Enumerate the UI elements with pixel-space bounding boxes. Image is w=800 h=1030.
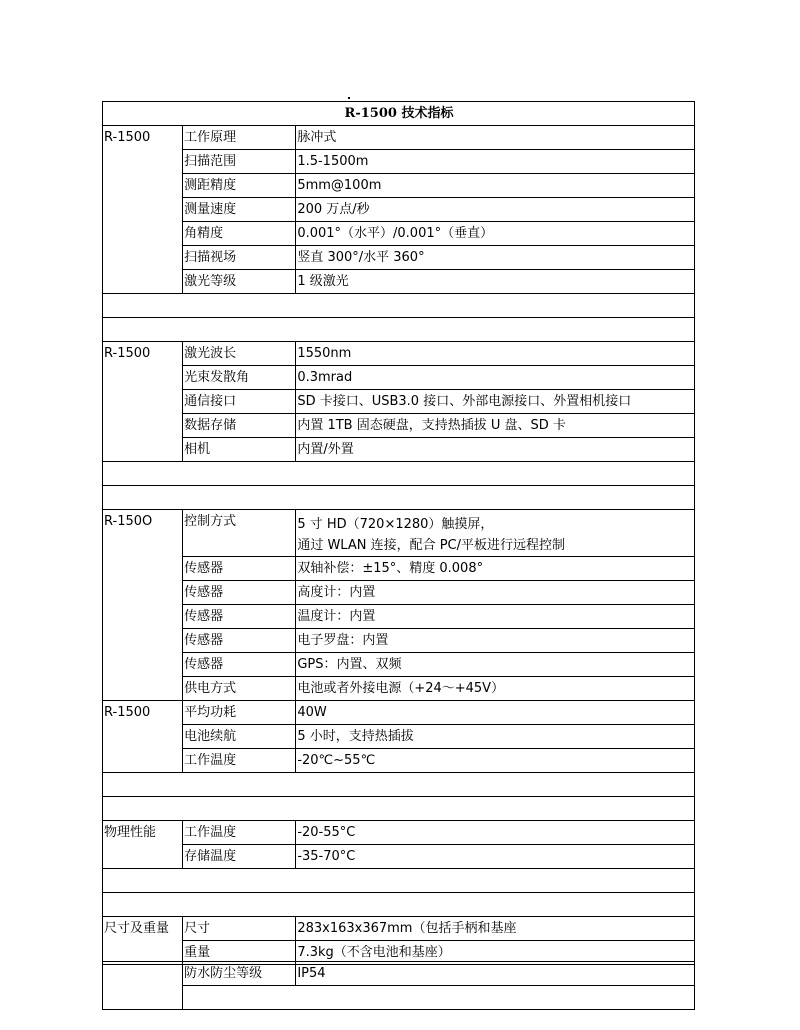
spec-name: 存储温度 — [183, 845, 296, 869]
empty-cell — [103, 462, 695, 486]
spec-name: 防水防尘等级 — [183, 962, 296, 986]
spec-name: 激光波长 — [183, 342, 296, 366]
spec-value: 200 万点/秒 — [296, 198, 695, 222]
spec-value: 双轴补偿：±15°、精度 0.008° — [296, 557, 695, 581]
spec-value: -20℃~55℃ — [296, 749, 695, 773]
empty-cell — [103, 773, 695, 797]
empty-row — [103, 294, 695, 318]
spec-table — [102, 101, 695, 965]
spec-value: 内置/外置 — [296, 438, 695, 462]
table-row — [103, 605, 695, 629]
table-row — [103, 629, 695, 653]
spec-name: 角精度 — [183, 222, 296, 246]
spec-value: 5mm@100m — [296, 174, 695, 198]
spec-name: 传感器 — [183, 629, 296, 653]
spec-name: 工作原理 — [183, 126, 296, 150]
empty-row — [103, 462, 695, 486]
empty-cell — [183, 986, 695, 1010]
spec-name: 通信接口 — [183, 390, 296, 414]
group-label: 物理性能 — [103, 821, 183, 869]
spec-name: 激光等级 — [183, 270, 296, 294]
spec-value: 5 小时，支持热插拔 — [296, 725, 695, 749]
spec-value: 7.3kg（不含电池和基座） — [296, 941, 695, 965]
spec-value: GPS：内置、双频 — [296, 653, 695, 677]
spec-name: 控制方式 — [183, 510, 296, 557]
table-row — [103, 126, 695, 150]
table-row — [103, 510, 695, 557]
empty-cell — [103, 294, 695, 318]
empty-cell — [103, 893, 695, 917]
empty-cell — [103, 318, 695, 342]
table-row — [103, 917, 695, 941]
spec-name: 扫描范围 — [183, 150, 296, 174]
empty-row — [103, 893, 695, 917]
table-row — [103, 845, 695, 869]
spec-value: SD 卡接口、USB3.0 接口、外部电源接口、外置相机接口 — [296, 390, 695, 414]
spec-value: 40W — [296, 701, 695, 725]
table-row — [103, 270, 695, 294]
table-row — [103, 821, 695, 845]
spec-name: 传感器 — [183, 605, 296, 629]
spec-value: 高度计：内置 — [296, 581, 695, 605]
spec-name: 传感器 — [183, 557, 296, 581]
empty-row — [103, 797, 695, 821]
group-label: R-1500 — [103, 701, 183, 773]
empty-cell — [103, 486, 695, 510]
spec-name: 相机 — [183, 438, 296, 462]
empty-row — [103, 869, 695, 893]
spec-name: 尺寸 — [183, 917, 296, 941]
spec-name: 供电方式 — [183, 677, 296, 701]
spec-value: 竖直 300°/水平 360° — [296, 246, 695, 270]
group-label: R-1500 — [103, 126, 183, 294]
spec-value: IP54 — [296, 962, 695, 986]
spec-name: 工作温度 — [183, 749, 296, 773]
group-label: R-1500 — [103, 342, 183, 462]
spec-value: 内置 1TB 固态硬盘，支持热插拔 U 盘、SD 卡 — [296, 414, 695, 438]
table-row — [103, 749, 695, 773]
title-row — [103, 102, 695, 126]
spec-value — [296, 510, 695, 557]
spec-name: 工作温度 — [183, 821, 296, 845]
table-row — [103, 366, 695, 390]
spec-value: 电子罗盘：内置 — [296, 629, 695, 653]
table-row — [103, 390, 695, 414]
spec-value: 1550nm — [296, 342, 695, 366]
table-row — [103, 677, 695, 701]
spec-value: 0.001°（水平）/0.001°（垂直） — [296, 222, 695, 246]
group-label — [103, 962, 183, 1010]
empty-row — [103, 773, 695, 797]
spec-value: 1 级激光 — [296, 270, 695, 294]
table-row — [103, 653, 695, 677]
spec-value: 0.3mrad — [296, 366, 695, 390]
table-row — [103, 701, 695, 725]
spec-name: 重量 — [183, 941, 296, 965]
spec-value-line: 5 寸 HD（720×1280）触摸屏， — [297, 517, 494, 532]
table-row — [103, 725, 695, 749]
table-row — [103, 246, 695, 270]
spec-name: 扫描视场 — [183, 246, 296, 270]
spec-value-line: 通过 WLAN 连接，配合 PC/平板进行远程控制 — [297, 538, 566, 553]
empty-row — [103, 486, 695, 510]
empty-cell — [103, 797, 695, 821]
empty-row — [103, 318, 695, 342]
table-row — [103, 150, 695, 174]
stray-dot — [348, 97, 350, 99]
spec-value: 脉冲式 — [296, 126, 695, 150]
table-row — [103, 414, 695, 438]
empty-cell — [103, 869, 695, 893]
table-row — [103, 198, 695, 222]
spec-name: 传感器 — [183, 581, 296, 605]
spec-value: 1.5-1500m — [296, 150, 695, 174]
table-row — [103, 438, 695, 462]
spec-table-extra — [102, 961, 695, 1010]
table-row — [103, 962, 695, 986]
spec-name: 光束发散角 — [183, 366, 296, 390]
table-row — [103, 581, 695, 605]
spec-name: 测距精度 — [183, 174, 296, 198]
spec-name: 电池续航 — [183, 725, 296, 749]
spec-value: -20-55°C — [296, 821, 695, 845]
table-row — [103, 174, 695, 198]
spec-name: 传感器 — [183, 653, 296, 677]
spec-name: 数据存储 — [183, 414, 296, 438]
spec-name: 测量速度 — [183, 198, 296, 222]
table-row — [103, 557, 695, 581]
spec-value: 电池或者外接电源（+24～+45V） — [296, 677, 695, 701]
table-row — [103, 342, 695, 366]
table-title: R-1500 技术指标 — [103, 102, 695, 126]
spec-value: 283x163x367mm（包括手柄和基座 — [296, 917, 695, 941]
spec-name: 平均功耗 — [183, 701, 296, 725]
group-label: 尺寸及重量 — [103, 917, 183, 965]
table-row — [103, 222, 695, 246]
group-label: R-150O — [103, 510, 183, 701]
spec-value: 温度计：内置 — [296, 605, 695, 629]
spec-value: -35-70°C — [296, 845, 695, 869]
empty-row — [103, 986, 695, 1010]
